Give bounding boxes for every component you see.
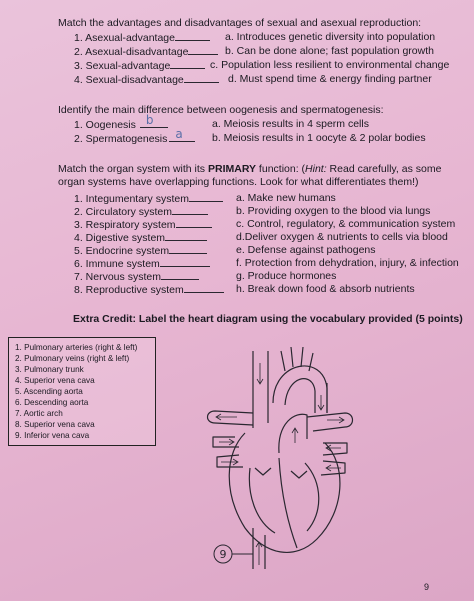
section2-title: Identify the main difference between oogenesis and spermatogenesis: — [58, 104, 384, 116]
vocab-item: 7. Aortic arch — [15, 409, 63, 418]
heart-outline-shape — [229, 433, 340, 552]
left-pulmonary-artery-shape — [307, 413, 353, 431]
section3-option-f: f. Protection from dehydration, injury, & infection — [236, 257, 459, 269]
heart-diagram — [195, 343, 365, 573]
arrow-right-icon — [219, 439, 234, 445]
svg-text:9: 9 — [219, 548, 227, 561]
section2-item-2: 2. Spermatogenesis a — [74, 132, 195, 145]
section3-title: Match the organ system with its PRIMARY function: (Hint: Read carefully, as some — [58, 163, 442, 175]
section3-option-h: h. Break down food & absorb nutrients — [236, 283, 415, 295]
answer-blank[interactable] — [188, 45, 218, 55]
section1-option-d: d. Must spend time & energy finding partner — [228, 73, 432, 85]
section3-title-line2: organ systems have overlapping functions. Look for what differentiates them!) — [58, 176, 419, 188]
section2-item-1: 1. Oogenesis b — [74, 118, 168, 131]
answer-blank[interactable] — [176, 218, 212, 228]
arrow-down-icon — [318, 395, 324, 410]
right-pulmonary-artery-shape — [208, 411, 254, 425]
page-number: 9 — [424, 582, 430, 592]
septum-shape — [279, 458, 297, 548]
answer-blank[interactable] — [184, 283, 224, 293]
answer-blank[interactable] — [160, 257, 210, 267]
answer-blank[interactable] — [170, 59, 205, 69]
section2-option-b: b. Meiosis results in 1 oocyte & 2 polar bodies — [212, 132, 426, 144]
arrow-right-icon — [327, 417, 344, 423]
answer-blank[interactable] — [169, 244, 207, 254]
section3-item-8: 8. Reproductive system — [74, 283, 224, 296]
section2-option-a: a. Meiosis results in 4 sperm cells — [212, 118, 369, 130]
section3-option-e: e. Defense against pathogens — [236, 244, 376, 256]
vocab-item: 2. Pulmonary veins (right & left) — [15, 354, 130, 363]
pulmonary-trunk-shape — [279, 414, 307, 453]
answer-blank[interactable] — [140, 113, 168, 128]
superior-vena-cava-shape — [253, 351, 268, 428]
vocab-item: 6. Descending aorta — [15, 398, 89, 407]
section3-option-b: b. Providing oxygen to the blood via lungs — [236, 205, 431, 217]
vocab-item: 4. Superior vena cava — [15, 376, 95, 385]
answer-blank[interactable] — [169, 127, 195, 142]
section3-option-d: d.Deliver oxygen & nutrients to cells via blood — [236, 231, 448, 243]
section3-option-c: c. Control, regulatory, & communication system — [236, 218, 456, 230]
section3-item-2: 2. Circulatory system — [74, 205, 208, 218]
arrow-down-icon — [257, 363, 263, 384]
handwritten-label-9 — [214, 545, 253, 563]
section3-item-5: 5. Endocrine system — [74, 244, 207, 257]
section3-item-6: 6. Immune system — [74, 257, 210, 270]
answer-blank[interactable] — [165, 231, 207, 241]
section1-item-1: 1. Asexual-advantage — [74, 31, 210, 44]
arrow-up-icon — [292, 428, 298, 443]
section1-option-b: b. Can be done alone; fast population growth — [225, 45, 434, 57]
section3-item-3: 3. Respiratory system — [74, 218, 212, 231]
section1-option-c: c. Population less resilient to environmental change — [210, 59, 450, 71]
vocab-item: 3. Pulmonary trunk — [15, 365, 84, 374]
section1-option-a: a. Introduces genetic diversity into population — [225, 31, 436, 43]
extra-credit-title: Extra Credit: Label the heart diagram using the vocabulary provided (5 points) — [73, 313, 463, 325]
section3-option-g: g. Produce hormones — [236, 270, 337, 282]
section1-title: Match the advantages and disadvantages of sexual and asexual reproduction: — [58, 17, 422, 29]
handwritten-answer: b — [145, 113, 154, 127]
answer-blank[interactable] — [172, 205, 208, 215]
vocab-item: 1. Pulmonary arteries (right & left) — [15, 343, 138, 352]
answer-blank[interactable] — [184, 73, 219, 83]
section3-item-7: 7. Nervous system — [74, 270, 199, 283]
vocabulary-box — [8, 337, 156, 446]
section3-option-a: a. Make new humans — [236, 192, 336, 204]
section1-item-2: 2. Asexual-disadvantage — [74, 45, 218, 58]
vocab-item: 8. Superior vena cava — [15, 420, 95, 429]
handwritten-answer: a — [175, 127, 183, 141]
answer-blank[interactable] — [161, 270, 199, 280]
section1-item-4: 4. Sexual-disadvantage — [74, 73, 219, 86]
answer-blank[interactable] — [189, 192, 223, 202]
arrow-up-icon — [256, 542, 262, 565]
section3-item-4: 4. Digestive system — [74, 231, 207, 244]
section3-item-1: 1. Integumentary system — [74, 192, 223, 205]
answer-blank[interactable] — [175, 31, 210, 41]
vocab-item: 5. Ascending aorta — [15, 387, 83, 396]
arrow-left-icon — [216, 414, 237, 420]
vocab-item: 9. Inferior vena cava — [15, 431, 90, 440]
section1-item-3: 3. Sexual-advantage — [74, 59, 205, 72]
